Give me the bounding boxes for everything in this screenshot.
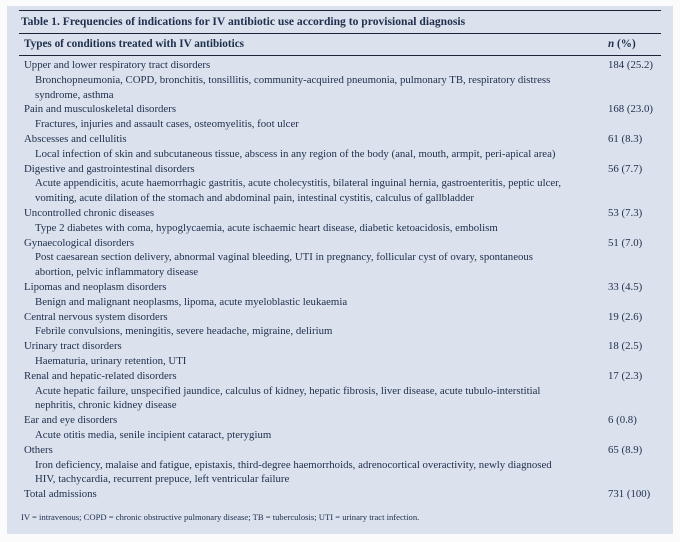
table-title: Table 1. Frequencies of indications for IV antibiotic use according to provisional diagnosis (21, 15, 466, 28)
table-row (17, 58, 663, 102)
table-row (17, 310, 663, 340)
row-value: 17 (2.3) (608, 369, 643, 382)
table-row (17, 369, 663, 413)
table-body (17, 56, 663, 502)
row-details: Haematuria, urinary retention, UTI (35, 354, 187, 367)
category-line (17, 102, 663, 117)
row-details: Acute hepatic failure, unspecified jaundice, calculus of kidney, hepatic fibrosis, liver disease, acute tubulo-interstitial nephritis, chronic kidney disease (35, 384, 541, 412)
row-value: 65 (8.9) (608, 443, 643, 456)
row-category: Pain and musculoskeletal disorders (24, 103, 177, 116)
row-category: Uncontrolled chronic diseases (24, 206, 155, 219)
row-value: 51 (7.0) (608, 236, 643, 249)
row-details: Post caesarean section delivery, abnormal vaginal bleeding, UTI in pregnancy, follicular cyst of ovary, spontaneous abortion, pelvic inflammatory disease (35, 251, 533, 279)
category-line (17, 310, 663, 325)
column-header-n-percent (608, 38, 663, 51)
table-row (17, 339, 663, 369)
row-details: Bronchopneumonia, COPD, bronchitis, tonsillitis, community-acquired pneumonia, pulmonary TB, respiratory distress syndrome, asthma (35, 73, 551, 101)
row-details: Febrile convulsions, meningitis, severe headache, migraine, delirium (35, 325, 333, 338)
category-line (17, 369, 663, 384)
row-category: Gynaecological disorders (24, 236, 135, 249)
category-line (17, 206, 663, 221)
category-line (17, 339, 663, 354)
row-details: Benign and malignant neoplasms, lipoma, acute myeloblastic leukaemia (35, 295, 348, 308)
table-footnote: IV = intravenous; COPD = chronic obstructive pulmonary disease; TB = tuberculosis; UTI = urinary tract infection. (21, 511, 420, 522)
category-line (17, 58, 663, 73)
row-value: 19 (2.6) (608, 310, 643, 323)
row-value: 6 (0.8) (608, 414, 637, 427)
row-category: Total admissions (24, 488, 97, 501)
category-line (17, 443, 663, 458)
row-details: Iron deficiency, malaise and fatigue, epistaxis, third-degree haemorrhoids, adrenocortical overactivity, newly diagnosed HIV, tachycardia, recurrent prepuce, left ventricular failure (35, 458, 552, 486)
row-value: 56 (7.7) (608, 162, 643, 175)
table-row (17, 162, 663, 206)
table-row (17, 102, 663, 132)
n-symbol: n (608, 38, 615, 50)
row-value: 61 (8.3) (608, 132, 643, 145)
row-details: Acute otitis media, senile incipient cataract, pterygium (35, 428, 272, 441)
row-value: 53 (7.3) (608, 206, 643, 219)
row-category: Renal and hepatic-related disorders (24, 369, 177, 382)
row-category: Others (24, 443, 53, 456)
row-category: Urinary tract disorders (24, 340, 122, 353)
table-row (17, 443, 663, 487)
table-panel (7, 6, 673, 534)
row-value: 18 (2.5) (608, 340, 643, 353)
row-value: 184 (25.2) (608, 59, 653, 71)
row-category: Abscesses and cellulitis (24, 132, 127, 145)
category-line (17, 132, 663, 147)
category-line (17, 280, 663, 295)
row-category: Central nervous system disorders (24, 310, 168, 323)
table-row (17, 487, 663, 502)
category-line (17, 236, 663, 251)
row-value: 33 (4.5) (608, 280, 643, 293)
row-details: Acute appendicitis, acute haemorrhagic gastritis, acute cholecystitis, bilateral inguinal hernia, gastroenteritis, peptic ulcer, vomiting, acute dilation of the stomach and abdominal pain, intestinal cystitis, calculus of gallbladder (35, 177, 562, 205)
category-line (17, 162, 663, 177)
row-value: 731 (100) (608, 488, 651, 501)
category-line (17, 487, 663, 502)
table-row (17, 132, 663, 162)
row-details: Fractures, injuries and assault cases, osteomyelitis, foot ulcer (35, 118, 299, 131)
category-line (17, 413, 663, 428)
row-category: Upper and lower respiratory tract disorders (24, 59, 211, 71)
row-category: Digestive and gastrointestinal disorders (24, 162, 195, 175)
row-category: Ear and eye disorders (24, 414, 118, 427)
column-header-conditions: Types of conditions treated with IV antibiotics (24, 38, 245, 50)
percent-unit: (%) (614, 38, 636, 50)
row-details: Local infection of skin and subcutaneous tissue, abscess in any region of the body (anal, mouth, armpit, peri-apical area) (35, 147, 556, 160)
table-header-row (17, 34, 663, 55)
table-row (17, 206, 663, 236)
table-row (17, 413, 663, 443)
table-row (17, 236, 663, 280)
table-row (17, 280, 663, 310)
row-value: 168 (23.0) (608, 103, 653, 116)
row-details: Type 2 diabetes with coma, hypoglycaemia, acute ischaemic heart disease, diabetic ketoacidosis, embolism (35, 221, 498, 234)
row-category: Lipomas and neoplasm disorders (24, 280, 167, 293)
